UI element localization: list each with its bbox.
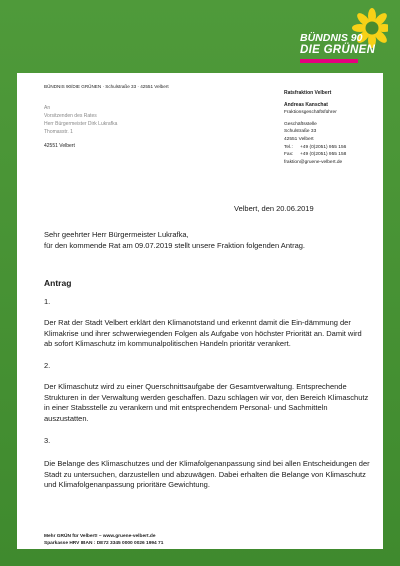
recipient-line: Herr Bürgermeister Dirk Lukrafka <box>44 121 118 127</box>
logo-bar <box>300 59 358 63</box>
recipient-line: Vorsitzenden des Rates <box>44 113 97 119</box>
letter-date: Velbert, den 20.06.2019 <box>234 204 314 213</box>
section-text: Der Rat der Stadt Velbert erklärt den Klimanotstand und erkennt damit die Ein-dämmung der Klimakrise und ihrer schwerwiegenden Folgen als Aufgabe von höchster Priorität an. Damit wird ab sofort Klimaschutz im kommunalpolitischen Handeln prioritär verankert. <box>44 318 362 348</box>
contact-tel <box>284 144 384 152</box>
section-number: 1. <box>44 297 51 306</box>
recipient-city: 42551 Velbert <box>44 143 75 149</box>
recipient-line: An <box>44 105 51 111</box>
contact-city: 42551 Velbert <box>284 136 314 142</box>
logo-line2: DIE GRÜNEN <box>300 44 376 56</box>
sender-line: BÜNDNIS 90/DIE GRÜNEN · Schulstraße 33 · 42551 Velbert <box>44 84 169 89</box>
section-number: 3. <box>44 436 51 445</box>
footer-block <box>44 533 163 547</box>
salutation: Sehr geehrter Herr Bürgermeister Lukrafka, <box>44 230 189 239</box>
footer-website: Mehr GRÜN für Velbert! – www.gruene-velbert.de <box>44 534 156 539</box>
salutation-block <box>44 230 370 251</box>
contact-title: Ratsfraktion Velbert <box>284 90 332 96</box>
section-number: 2. <box>44 361 51 370</box>
contact-office: Geschäftsstelle <box>284 121 317 127</box>
contact-role: Fraktionsgeschäftsführer <box>284 110 337 116</box>
contact-fax <box>284 151 384 159</box>
contact-email: fraktion@gruene-velbert.de <box>284 159 343 165</box>
logo-line1: BÜNDNIS 90 <box>300 32 363 44</box>
party-logo <box>300 32 375 56</box>
fax-label: Fax: <box>284 152 294 158</box>
contact-street: Schulstraße 33 <box>284 129 317 135</box>
contact-block <box>284 90 384 166</box>
section-text: Der Klimaschutz wird zu einer Querschnittsaufgabe der Gesamtverwaltung. Entsprechende Strukturen in der Verwaltung werden geschaffen. Dazu schlagen wir vor, den Bereich Klimaschutz in einer Stabsstelle zu verankern und mit entsprechendem Personal- und Sachmitteln auszustatten. <box>44 382 369 423</box>
recipient-line: Thomasstr. 1 <box>44 129 73 135</box>
antrag-heading: Antrag <box>44 278 72 288</box>
section-text: Die Belange des Klimaschutzes und der Klimafolgenanpassung sind bei allen Entscheidungen der Stadt zu untersuchen, darzustellen und abzuwägen. Dabei erhalten die Belange von Klimaschutz und Klimafolgenanpassung prioritäre Gewichtung. <box>44 459 370 489</box>
recipient-block <box>44 104 118 149</box>
tel-value: +49 (0)2051) 955 156 <box>300 144 347 150</box>
tel-label: Tel.: <box>284 144 293 150</box>
fax-value: +49 (0)2051) 955 158 <box>300 152 347 158</box>
contact-name: Andreas Kanschat <box>284 101 328 108</box>
footer-bank: Sparkasse HRV IBAN : DE72 3345 0000 0026 1994 71 <box>44 541 164 546</box>
intro-text: für den kommende Rat am 09.07.2019 stellt unsere Fraktion folgenden Antrag. <box>44 240 305 250</box>
